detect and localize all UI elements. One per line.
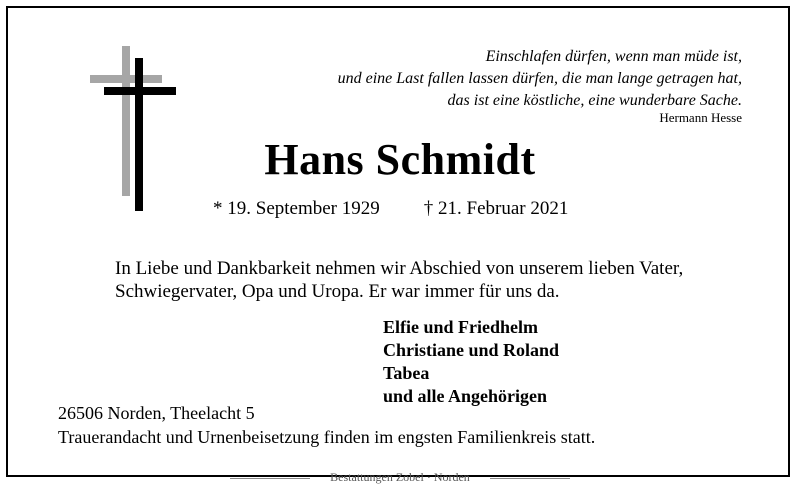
- quote-line: das ist eine köstliche, eine wunderbare Sache.: [447, 92, 742, 109]
- family-member: und alle Angehörigen: [383, 386, 548, 406]
- cross-icon: [88, 46, 178, 211]
- death-date: † 21. Februar 2021: [423, 198, 569, 219]
- family-member: Elfie und Friedhelm: [383, 317, 539, 337]
- farewell-line: Schwiegervater, Opa und Uropa. Er war immer für uns da.: [115, 281, 560, 302]
- quote: [338, 46, 742, 112]
- family-member: Tabea: [383, 363, 430, 383]
- life-dates: [213, 197, 568, 221]
- birth-date: * 19. September 1929: [213, 198, 380, 219]
- farewell-line: In Liebe und Dankbarkeit nehmen wir Abschied von unserem lieben Vater,: [115, 258, 684, 279]
- cross-shadow-horizontal: [90, 75, 162, 83]
- funeral-home-footer: Bestattungen Zobel · Norden: [330, 470, 470, 484]
- address: 26506 Norden, Theelacht 5: [58, 403, 255, 423]
- deceased-name: Hans Schmidt: [264, 135, 536, 184]
- quote-line: und eine Last fallen lassen dürfen, die man lange getragen hat,: [337, 70, 742, 87]
- family-member: Christiane und Roland: [383, 340, 560, 360]
- farewell-text: [115, 257, 683, 303]
- service-info: Trauerandacht und Urnenbeisetzung finden im engsten Familienkreis statt.: [58, 427, 596, 447]
- cross-horizontal: [104, 87, 176, 95]
- quote-line: Einschlafen dürfen, wenn man müde ist,: [485, 48, 742, 65]
- quote-author: Hermann Hesse: [659, 110, 742, 125]
- family-list: [383, 316, 559, 408]
